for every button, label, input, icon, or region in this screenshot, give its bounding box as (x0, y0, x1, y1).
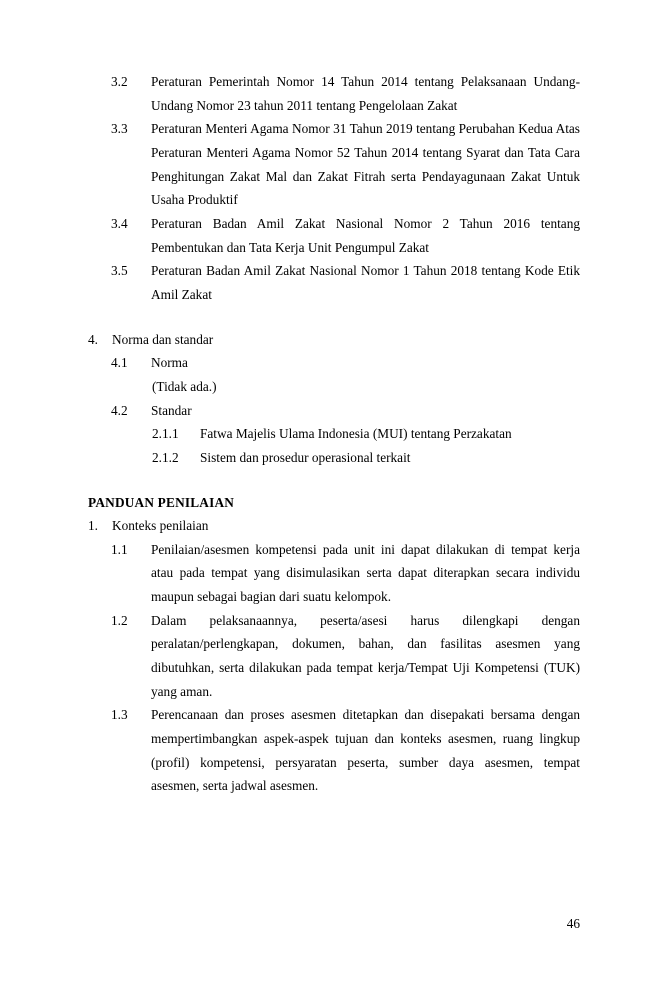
list-item-text: Penilaian/asesmen kompetensi pada unit ini dapat dilakukan di tempat kerja atau pada tempat yang disimulasikan serta dapat diterapkan secara individu maupun sebagai bagian dari suatu kelompok. (151, 541, 580, 605)
list-item-text: Standar (151, 402, 192, 418)
list-item-number: 1.1 (111, 541, 128, 557)
list-item-number: 1.3 (111, 707, 128, 723)
section-heading-konteks-penilaian (88, 514, 580, 538)
section-heading-4 (88, 328, 580, 352)
list-item-text: Peraturan Menteri Agama Nomor 31 Tahun 2019 tentang Perubahan Kedua Atas Peraturan Menteri Agama Nomor 52 Tahun 2014 tentang Syarat dan Tata Cara Penghitungan Zakat Mal dan Zakat Fitrah serta Pendayagunaan Zakat Untuk Usaha Produktif (151, 121, 580, 208)
panduan-penilaian-heading: PANDUAN PENILAIAN (88, 494, 235, 510)
norma-note: (Tidak ada.) (152, 378, 217, 394)
list-item-number: 2.1.2 (152, 449, 179, 465)
spacer (88, 307, 580, 328)
list-item (88, 446, 580, 470)
section-title: Norma dan standar (112, 331, 214, 347)
list-item-number: 3.4 (111, 215, 128, 231)
list-item-number: 3.2 (111, 74, 128, 89)
list-item-text: Perencanaan dan proses asesmen ditetapkan dan disepakati bersama dengan mempertimbangkan aspek-aspek tujuan dan konteks asesmen, ruang lingkup (profil) kompetensi, persyaratan peserta, sumber daya asesmen, tempat asesmen, serta jadwal asesmen. (151, 707, 580, 794)
list-item-number: 3.5 (111, 263, 128, 279)
list-item (88, 538, 580, 609)
list-item-text: Norma (151, 355, 188, 371)
list-item-text: Peraturan Badan Amil Zakat Nasional Nomor 2 Tahun 2016 tentang Pembentukan dan Tata Kerja Unit Pengumpul Zakat (151, 215, 580, 255)
page-number: 46 (566, 916, 580, 931)
list-item-number: 4.2 (111, 402, 128, 418)
list-item-text: Sistem dan prosedur operasional terkait (200, 449, 411, 465)
list-item-number: 2.1.1 (152, 426, 179, 442)
list-item (88, 609, 580, 704)
spacer (88, 470, 580, 491)
list-item (88, 351, 580, 375)
list-item-number: 1.2 (111, 612, 128, 628)
list-item (88, 259, 580, 306)
list-item-text: Peraturan Pemerintah Nomor 14 Tahun 2014 tentang Pelaksanaan Undang-Undang Nomor 23 tahun 2011 tentang Pengelolaan Zakat (151, 74, 580, 113)
list-item (88, 212, 580, 259)
list-item-number: 3.3 (111, 121, 128, 137)
list-item (88, 399, 580, 423)
list-item (88, 422, 580, 446)
section-number: 4. (88, 331, 98, 347)
section-number: 1. (88, 518, 98, 534)
section-title: Konteks penilaian (112, 518, 209, 534)
list-item-text: Peraturan Badan Amil Zakat Nasional Nomor 1 Tahun 2018 tentang Kode Etik Amil Zakat (151, 263, 580, 302)
list-item (88, 117, 580, 212)
list-item (88, 703, 580, 798)
list-item-text: Dalam pelaksanaannya, peserta/asesi harus dilengkapi dengan peralatan/perlengkapan, dokumen, bahan, dan fasilitas asesmen yang dibutuhkan, serta dilakukan pada tempat kerja/Tempat Uji Kompetensi (TUK) yang aman. (151, 612, 580, 699)
list-item-text: Fatwa Majelis Ulama Indonesia (MUI) tentang Perzakatan (200, 426, 512, 442)
list-item-number: 4.1 (111, 355, 128, 371)
list-item (88, 70, 580, 117)
